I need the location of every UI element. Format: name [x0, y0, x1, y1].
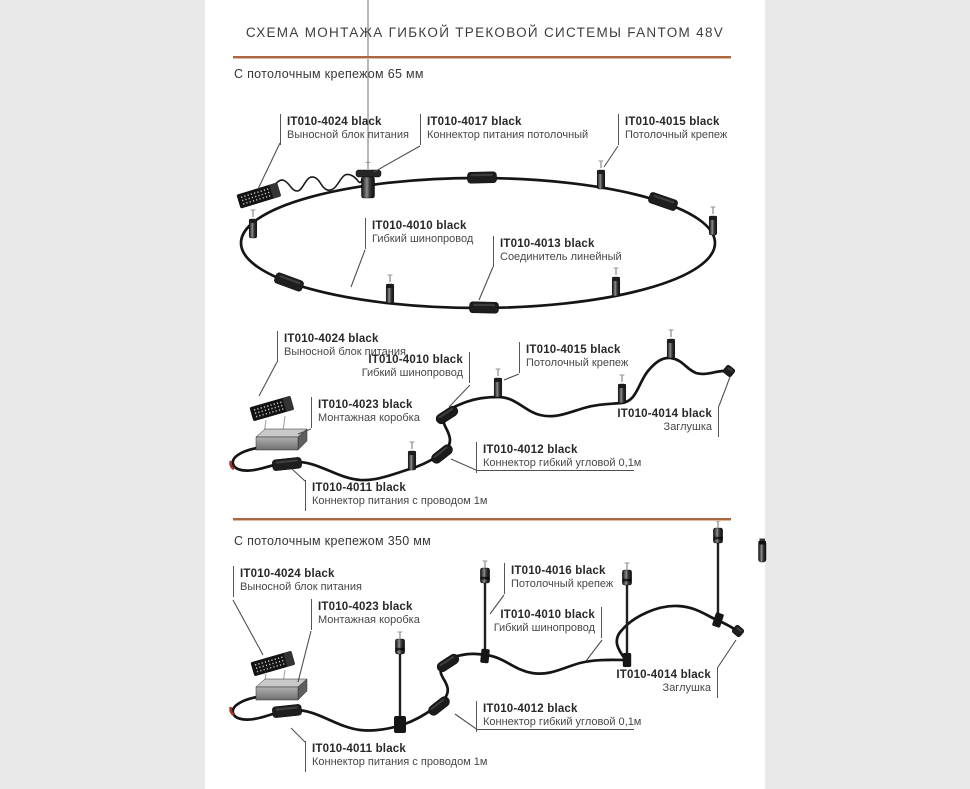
label-d2-power-connector: IT010-4011 black Коннектор питания с проводом 1м — [305, 480, 487, 511]
section-divider — [233, 518, 731, 521]
label-d1-ceiling-power-connector: IT010-4017 black Коннектор питания потолочный — [420, 114, 588, 145]
loose-mount-piece — [759, 539, 767, 563]
label-d2-flex-track: IT010-4010 black Гибкий шинопровод — [362, 352, 470, 383]
page-title: СХЕМА МОНТАЖА ГИБКОЙ ТРЕКОВОЙ СИСТЕМЫ FANTOM 48V — [245, 25, 725, 40]
label-d2-ceiling-mount: IT010-4015 black Потолочный крепеж — [519, 342, 628, 373]
section-divider — [233, 56, 731, 59]
label-d3-power-supply: IT010-4024 black Выносной блок питания — [233, 566, 362, 597]
label-d3-flex-track: IT010-4010 black Гибкий шинопровод — [494, 607, 602, 638]
label-d1-linear-connector: IT010-4013 black Соединитель линейный — [493, 236, 622, 267]
label-d2-corner-connector: IT010-4012 black Коннектор гибкий угловой 0,1м — [476, 442, 641, 473]
label-d2-end-cap: IT010-4014 black Заглушка — [617, 406, 719, 437]
label-d3-power-connector: IT010-4011 black Коннектор питания с проводом 1м — [305, 741, 487, 772]
label-d3-end-cap: IT010-4014 black Заглушка — [616, 667, 718, 698]
label-d1-flex-track: IT010-4010 black Гибкий шинопровод — [365, 218, 473, 249]
label-d3-ceiling-mount: IT010-4016 black Потолочный крепеж — [504, 563, 613, 594]
label-d3-corner-connector: IT010-4012 black Коннектор гибкий угловой 0,1м — [476, 701, 641, 732]
diagram-65mm-oval — [237, 0, 717, 313]
label-d1-ceiling-mount: IT010-4015 black Потолочный крепеж — [618, 114, 727, 145]
label-d2-mounting-box: IT010-4023 black Монтажная коробка — [311, 397, 420, 428]
label-d1-power-supply: IT010-4024 black Выносной блок питания — [280, 114, 409, 145]
section-header-65mm: С потолочным крепежом 65 мм — [234, 67, 424, 81]
label-d3-mounting-box: IT010-4023 black Монтажная коробка — [311, 599, 420, 630]
section-header-350mm: С потолочным крепежом 350 мм — [234, 534, 432, 548]
label-d2-power-supply: IT010-4024 black Выносной блок питания — [277, 331, 406, 362]
